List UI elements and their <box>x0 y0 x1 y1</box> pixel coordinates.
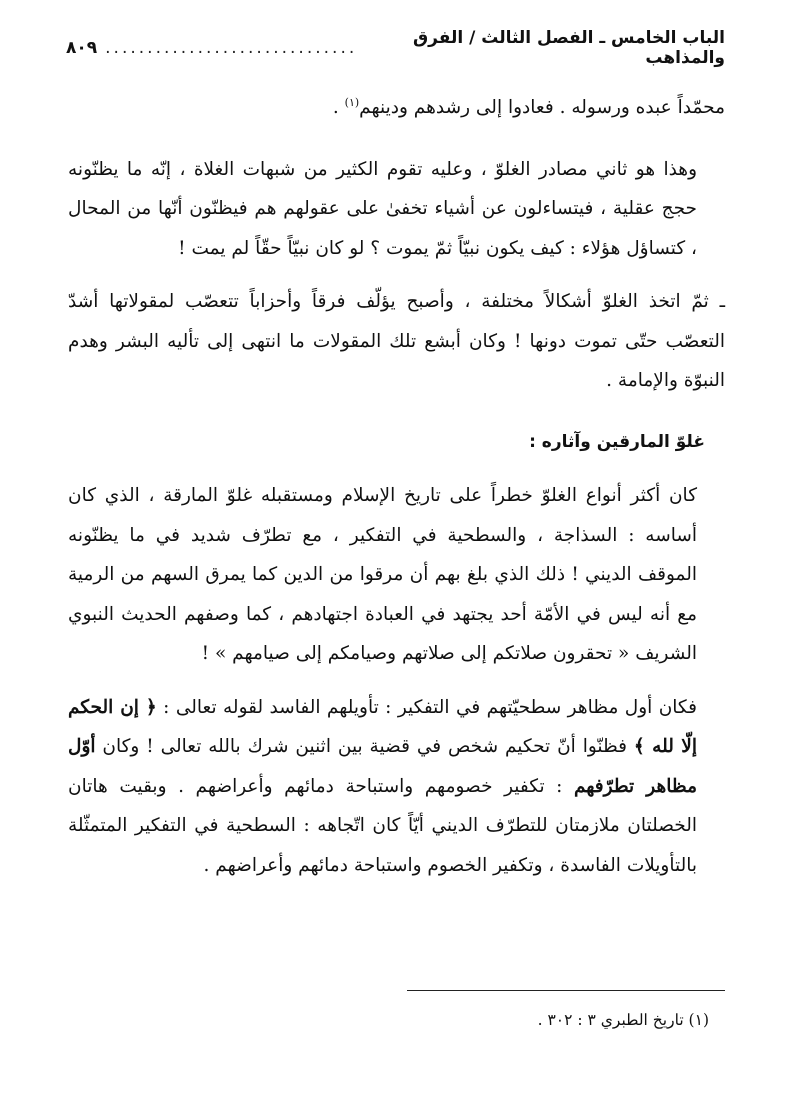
paragraph-sects: ـ ثمّ اتخذ الغلوّ أشكالاً مختلفة ، وأصبح يؤلّف فرقاً وأحزاباً تتعصّب لمقولاتها أشدّ التعصّب حتّى تموت دونها ! وكان أبشع تلك المقولات ما انتهى إلى تأليه البشر وهدم النبوّة والإمامة . <box>68 291 725 391</box>
manifest-text-b: فظنّوا أنّ تحكيم شخص في قضية بين اثنين شرك بالله تعالى ! وكان <box>95 736 634 757</box>
header-title: الباب الخامس ـ الفصل الثالث / الفرق والمذاهب <box>412 28 725 68</box>
paragraph-manifestations <box>68 688 725 886</box>
header-dot-leader: .............................. <box>105 38 358 58</box>
paragraph-intro-end: . <box>332 97 345 118</box>
page-body <box>68 88 725 885</box>
manifest-text-a: فكان أول مظاهر سطحيّتهم في التفكير : تأويلهم الفاسد لقوله تعالى : <box>156 696 697 718</box>
footnote-ref: (١) <box>344 95 360 109</box>
page-number: ٨٠٩ <box>66 38 98 58</box>
manifest-bold: أوّل مظاهر تطرّفهم <box>68 736 697 797</box>
paragraph-mariqa: كان أكثر أنواع الغلوّ خطراً على تاريخ الإسلام ومستقبله غلوّ المارقة ، الذي كان أساسه : السذاجة ، والسطحية في التفكير ، مع تطرّف شديد في ما يظنّونه الموقف الديني ! ذلك الذي بلغ بهم أن مرقوا من الدين كما يمرق السهم من الرمية مع أنه ليس في الأمّة أحد يجتهد في العبادة اجتهادهم ، كما وصفهم الحديث النبوي الشريف « تحقرون صلاتكم إلى صلاتهم وصيامكم إلى صيامهم » ! <box>68 485 697 664</box>
manifest-text-c: : تكفير خصومهم واستباحة دمائهم وأعراضهم . وبقيت هاتان الخصلتان ملازمتان للتطرّف الديني أيّاً كان اتّجاهه : السطحية في التفكير المتمثّلة بالتأويلات الفاسدة ، وتكفير الخصوم واستباحة دمائهم وأعراضهم . <box>68 775 697 876</box>
section-heading: غلوّ المارقين وآثاره : <box>529 431 705 452</box>
running-header <box>66 30 725 66</box>
footnote: (١) تاريخ الطبري ٣ : ٣٠٢ . <box>537 1011 709 1029</box>
paragraph-intro <box>68 88 725 128</box>
paragraph-second-source: وهذا هو ثاني مصادر الغلوّ ، وعليه تقوم الكثير من شبهات الغلاة ، إنّه ما يظنّونه حجج عقلية ، فيتساءلون عن أشياء تخفىٰ على عقولهم هم فيظنّون أنّها من المحال ، كتساؤل هؤلاء : كيف يكون نبيّاً ثمّ يموت ؟ لو كان نبيّاً حقّاً لم يمت ! <box>68 158 697 259</box>
paragraph-intro-text: محمّداً عبده ورسوله . فعادوا إلى رشدهم ودينهم <box>359 97 725 118</box>
footnote-divider <box>407 990 725 991</box>
quran-quote: ﴿ إن الحكم إلّا لله ﴾ <box>68 696 697 757</box>
